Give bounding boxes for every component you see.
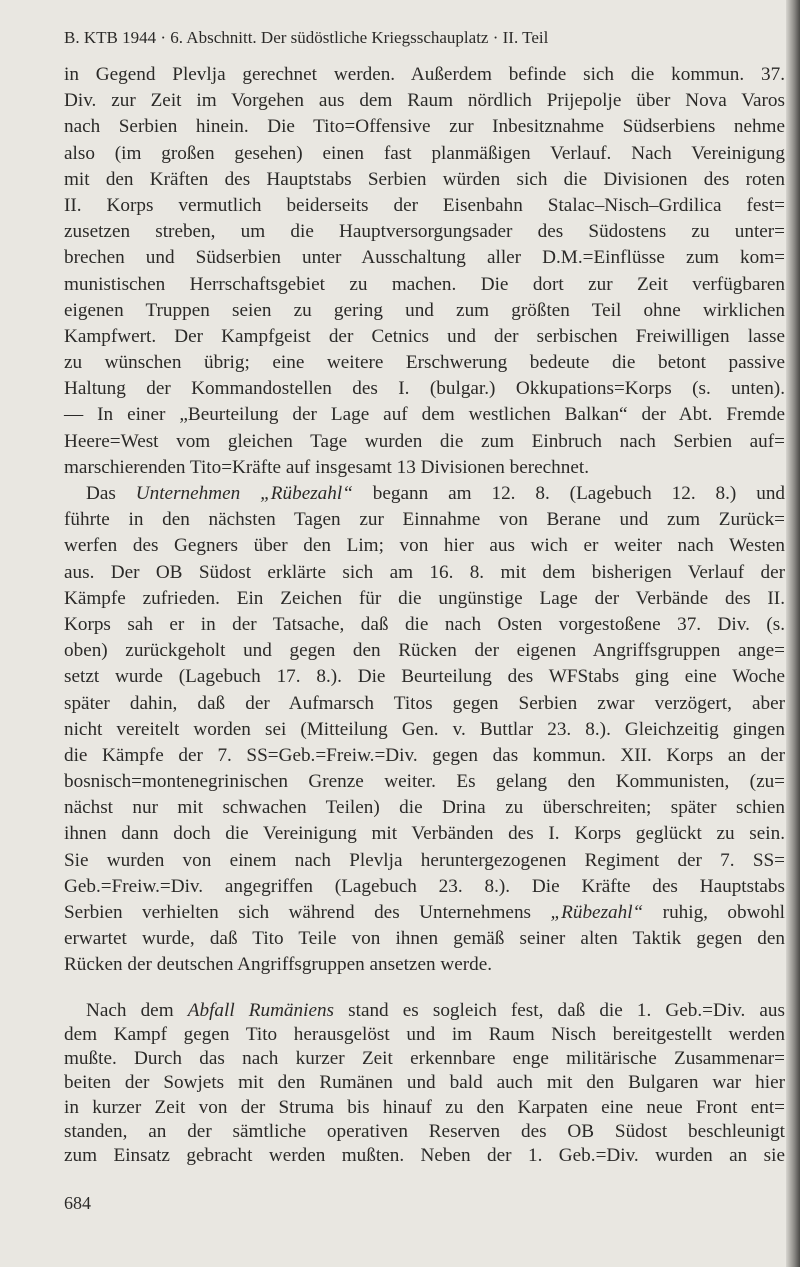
line-text: dem Kampf gegen Tito herausgelöst und im Raum Nisch bereitgestellt werden	[64, 1023, 785, 1045]
text-line	[64, 62, 785, 88]
text-line	[64, 691, 785, 717]
paragraph	[64, 62, 785, 481]
line-text: Serbien verhielten sich während des Unternehmens	[64, 902, 551, 923]
text-line	[64, 114, 785, 140]
line-text: nicht vereitelt worden sei (Mitteilung Gen. v. Buttlar 23. 8.). Gleichzeitig gingen	[64, 718, 785, 740]
line-text: eigenen Truppen seien zu gering und zum größten Teil ohne wirklichen	[64, 299, 785, 321]
line-text: in Gegend Plevlja gerechnet werden. Außerdem befinde sich die kommun. 37.	[64, 64, 785, 85]
text-line	[64, 298, 785, 324]
text-line	[64, 481, 785, 507]
line-text: munistischen Herrschaftsgebiet zu machen. Die dort zur Zeit verfügbaren	[64, 273, 785, 295]
text-line	[64, 324, 785, 350]
line-text: ruhig, obwohl	[643, 902, 785, 923]
text-line	[64, 245, 785, 271]
italic-emphasis: Unternehmen „Rübezahl“	[135, 483, 353, 504]
line-text: Heere=West vom gleichen Tage wurden die zum Einbruch nach Serbien auf=	[64, 430, 785, 452]
line-text: bosnisch=montenegrinischen Grenze weiter. Es gelang den Kommunisten, (zu=	[64, 771, 785, 793]
line-text: nach Serbien hinein. Die Tito=Offensive zur Inbesitznahme Südserbiens nehme	[64, 116, 785, 138]
line-text: Sie wurden von einem nach Plevlja heruntergezogenen Regiment der 7. SS=	[64, 849, 785, 871]
line-text: zusetzen streben, um die Hauptversorgungsader des Südostens zu unter=	[64, 221, 785, 243]
line-text: zum Einsatz gebracht werden mußten. Neben der 1. Geb.=Div. wurden an sie	[64, 1145, 785, 1167]
text-line	[64, 455, 785, 481]
text-line	[64, 167, 785, 193]
line-text: setzt wurde (Lagebuch 17. 8.). Die Beurteilung des WFStabs ging eine Woche	[64, 666, 785, 688]
line-text: Div. zur Zeit im Vorgehen aus dem Raum nördlich Prijepolje über Nova Varos	[64, 90, 785, 112]
text-line	[64, 560, 785, 586]
line-text: begann am 12. 8. (Lagebuch 12. 8.) und	[352, 483, 786, 504]
line-text: also (im großen gesehen) einen fast planmäßigen Verlauf. Nach Vereinigung	[64, 142, 785, 164]
line-text: Geb.=Freiw.=Div. angegriffen (Lagebuch 23. 8.). Die Kräfte des Hauptstabs	[64, 875, 785, 897]
line-text: werfen des Gegners über den Lim; von hier aus wich er weiter nach Westen	[64, 535, 785, 557]
text-line	[64, 219, 785, 245]
line-text: brechen und Südserbien unter Ausschaltung aller D.M.=Einflüsse zum kom=	[64, 247, 785, 269]
line-text: Kampfwert. Der Kampfgeist der Cetnics und der serbischen Freiwilligen lasse	[64, 325, 785, 347]
text-line	[64, 1096, 785, 1120]
text-line	[64, 952, 785, 978]
line-text: beiten der Sowjets mit den Rumänen und bald auch mit den Bulgaren war hier	[64, 1072, 785, 1094]
text-line	[64, 874, 785, 900]
line-text: in kurzer Zeit von der Struma bis hinauf zu den Karpaten eine neue Front ent=	[64, 1096, 785, 1118]
text-line	[64, 848, 785, 874]
text-line	[64, 999, 785, 1023]
text-line	[64, 926, 785, 952]
line-text: Nach dem	[86, 999, 188, 1021]
text-line	[64, 717, 785, 743]
line-text: Kämpfe zufrieden. Ein Zeichen für die ungünstige Lage der Verbände des II.	[64, 587, 785, 609]
document-body	[64, 62, 785, 1169]
text-line	[64, 88, 785, 114]
text-line	[64, 350, 785, 376]
line-text: marschierenden Tito=Kräfte auf insgesamt 13 Divisionen berechnet.	[64, 456, 590, 478]
running-header: B. KTB 1944 · 6. Abschnitt. Der südöstliche Kriegsschauplatz · II. Teil	[64, 28, 549, 47]
line-text: standen, an der sämtliche operativen Reserven des OB Südost beschleunigt	[64, 1121, 785, 1143]
line-text: Haltung der Kommandostellen des I. (bulgar.) Okkupations=Korps (s. unten).	[64, 378, 785, 400]
line-text: die Kämpfe der 7. SS=Geb.=Freiw.=Div. gegen das kommun. XII. Korps an der	[64, 744, 785, 766]
line-text: Rücken der deutschen Angriffsgruppen ansetzen werde.	[64, 954, 493, 976]
line-text: II. Korps vermutlich beiderseits der Eisenbahn Stalac–Nisch–Grdilica fest=	[64, 194, 785, 216]
text-line	[64, 533, 785, 559]
line-text: erwartet wurde, daß Tito Teile von ihnen gemäß seiner alten Taktik gegen den	[64, 928, 785, 950]
line-text: mit den Kräften des Hauptstabs Serbien würden sich die Divisionen des roten	[64, 168, 785, 190]
page-number: 684	[64, 1193, 91, 1213]
text-line	[64, 193, 785, 219]
line-text: später dahin, daß der Aufmarsch Titos gegen Serbien zwar verzögert, aber	[64, 692, 785, 714]
text-line	[64, 272, 785, 298]
line-text: aus. Der OB Südost erklärte sich am 16. 8. mit dem bisherigen Verlauf der	[64, 561, 785, 583]
text-line	[64, 1144, 785, 1168]
line-text: oben) zurückgeholt und gegen den Rücken der eigenen Angriffsgruppen ange=	[64, 640, 785, 662]
text-line	[64, 821, 785, 847]
text-line	[64, 586, 785, 612]
text-line	[64, 1120, 785, 1144]
text-line	[64, 141, 785, 167]
text-line	[64, 402, 785, 428]
line-text: stand es sogleich fest, daß die 1. Geb.=Div. aus	[334, 999, 785, 1021]
line-text: zu wünschen übrig; eine weitere Erschwerung bedeute die betont passive	[64, 352, 785, 374]
text-line	[64, 769, 785, 795]
paragraph	[64, 481, 785, 979]
text-line	[64, 638, 785, 664]
text-line	[64, 1023, 785, 1047]
italic-emphasis: „Rübezahl“	[550, 902, 644, 923]
text-line	[64, 507, 785, 533]
text-line	[64, 795, 785, 821]
italic-emphasis: Abfall Rumäniens	[187, 999, 335, 1021]
line-text: führte in den nächsten Tagen zur Einnahme von Berane und zum Zurück=	[64, 509, 785, 531]
page-edge-shadow	[786, 0, 800, 1267]
text-line	[64, 612, 785, 638]
text-line	[64, 743, 785, 769]
line-text: Korps sah er in der Tatsache, daß die nach Osten vorgestoßene 37. Div. (s.	[64, 613, 785, 635]
text-line	[64, 1071, 785, 1095]
line-text: Das	[86, 483, 136, 504]
line-text: — In einer „Beurteilung der Lage auf dem westlichen Balkan“ der Abt. Fremde	[64, 404, 785, 426]
line-text: ihnen dann doch die Vereinigung mit Verbänden des I. Korps geglückt zu sein.	[64, 823, 785, 845]
line-text: mußte. Durch das nach kurzer Zeit erkennbare enge militärische Zusammenar=	[64, 1048, 785, 1070]
text-line	[64, 664, 785, 690]
text-line	[64, 376, 785, 402]
text-line	[64, 900, 785, 926]
paragraph	[64, 999, 785, 1169]
text-line	[64, 1047, 785, 1071]
text-line	[64, 429, 785, 455]
line-text: nächst nur mit schwachen Teilen) die Drina zu überschreiten; später schien	[64, 797, 785, 819]
